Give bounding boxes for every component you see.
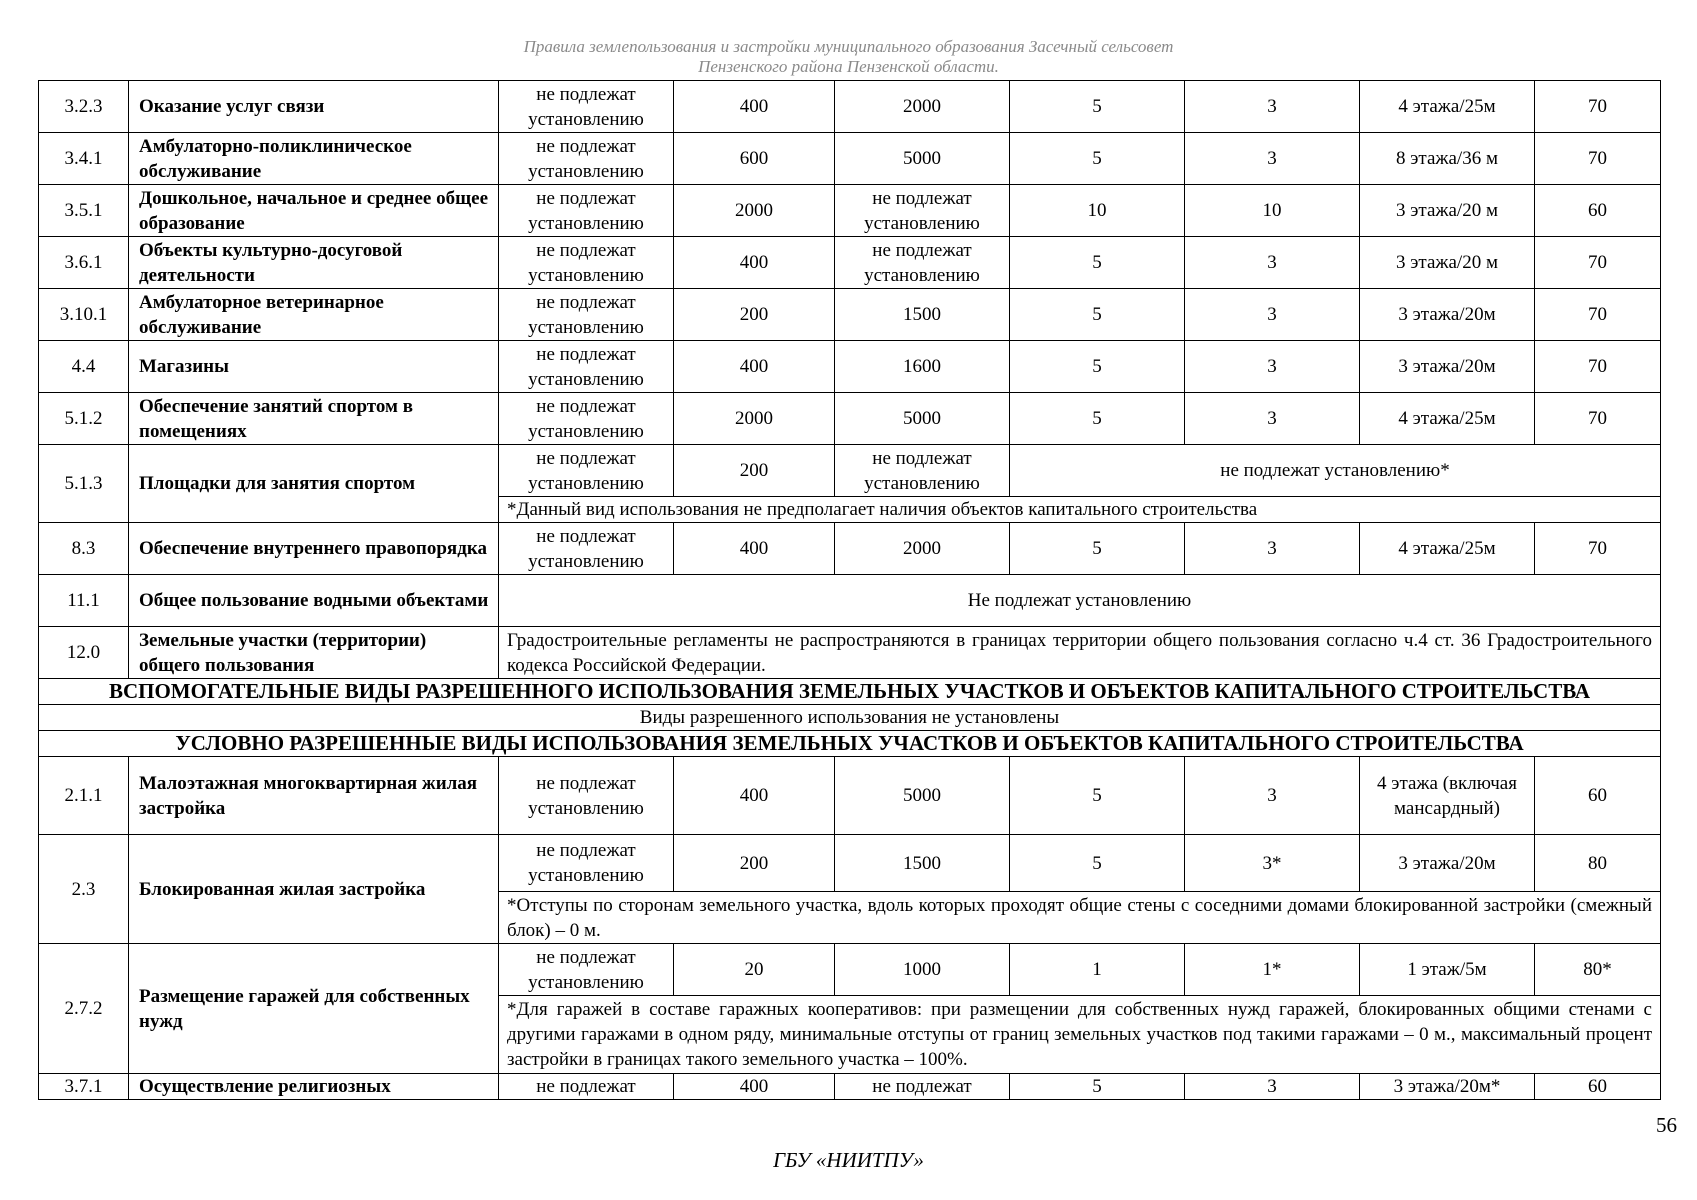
running-header-line1: Правила землепользования и застройки муниципального образования Засечный сельсовет [523, 37, 1174, 56]
use-name-cell: Осуществление религиозных [129, 1074, 499, 1100]
use-name-cell: Магазины [129, 341, 499, 393]
floors-height-cell: 3 этажа/20м* [1360, 1074, 1535, 1100]
front-indent-cell: 10 [1010, 185, 1185, 237]
table-row [39, 237, 1661, 289]
use-name-cell: Амбулаторно-поликлиническое обслуживание [129, 133, 499, 185]
table-row [39, 445, 1661, 497]
max-area-cell: не подлежат [835, 1074, 1010, 1100]
min-width-cell: 20 [674, 944, 835, 996]
table-row [39, 1074, 1661, 1100]
coverage-cell: 80* [1535, 944, 1661, 996]
table-row [39, 81, 1661, 133]
footnote-cell: *Для гаражей в составе гаражных кооперативов: при размещении для собственных нужд гаражей, блокированных общими стенами с другими гаражами в одном ряду, минимальные отступы от границ земельных участков под такими гаражами – 0 м., максимальный процент застройки в границах такого земельного участка – 100%. [499, 996, 1661, 1074]
floors-height-cell: 1 этаж/5м [1360, 944, 1535, 996]
max-area-cell: не подлежат установлению [835, 445, 1010, 497]
floors-height-cell: 3 этажа/20м [1360, 835, 1535, 892]
table-row [39, 575, 1661, 627]
max-area-cell: не подлежат установлению [835, 237, 1010, 289]
code-cell: 3.10.1 [39, 289, 129, 341]
coverage-cell: 60 [1535, 757, 1661, 835]
min-width-cell: 200 [674, 289, 835, 341]
regulation-note-cell: Градостроительные регламенты не распространяются в границах территории общего пользования согласно ч.4 ст. 36 Градостроительного кодекса Российской Федерации. [499, 627, 1661, 679]
min-area-cell: не подлежат установлению [499, 81, 674, 133]
table-row [39, 627, 1661, 679]
min-width-cell: 400 [674, 237, 835, 289]
table-row [39, 944, 1661, 996]
front-indent-cell: 5 [1010, 289, 1185, 341]
use-name-cell: Земельные участки (территории) общего пользования [129, 627, 499, 679]
use-name-cell: Объекты культурно-досуговой деятельности [129, 237, 499, 289]
table-row [39, 133, 1661, 185]
footnote-cell: *Данный вид использования не предполагает наличия объектов капитального строительства [499, 497, 1661, 523]
footer-organization: ГБУ «НИИТПУ» [773, 1148, 924, 1172]
code-cell: 8.3 [39, 523, 129, 575]
min-area-cell: не подлежат установлению [499, 341, 674, 393]
min-area-cell: не подлежат установлению [499, 289, 674, 341]
code-cell: 5.1.3 [39, 445, 129, 523]
use-name-cell: Размещение гаражей для собственных нужд [129, 944, 499, 1074]
min-width-cell: 400 [674, 341, 835, 393]
max-area-cell: 1500 [835, 289, 1010, 341]
regulations-table [38, 80, 1661, 1100]
floors-height-cell: 3 этажа/20м [1360, 341, 1535, 393]
max-area-cell: 1000 [835, 944, 1010, 996]
code-cell: 2.3 [39, 835, 129, 944]
front-indent-cell: 5 [1010, 523, 1185, 575]
page-number: 56 [1656, 1113, 1677, 1137]
table-row [39, 523, 1661, 575]
front-indent-cell: 5 [1010, 341, 1185, 393]
merged-params-cell: Не подлежат установлению [499, 575, 1661, 627]
coverage-cell: 60 [1535, 1074, 1661, 1100]
min-width-cell: 400 [674, 523, 835, 575]
floors-height-cell: 3 этажа/20м [1360, 289, 1535, 341]
coverage-cell: 70 [1535, 341, 1661, 393]
front-indent-cell: 5 [1010, 133, 1185, 185]
code-cell: 4.4 [39, 341, 129, 393]
coverage-cell: 80 [1535, 835, 1661, 892]
side-indent-cell: 10 [1185, 185, 1360, 237]
floors-height-cell: 4 этажа/25м [1360, 81, 1535, 133]
use-name-cell: Малоэтажная многоквартирная жилая застройка [129, 757, 499, 835]
front-indent-cell: 1 [1010, 944, 1185, 996]
table-row [39, 757, 1661, 835]
coverage-cell: 70 [1535, 289, 1661, 341]
max-area-cell: 1600 [835, 341, 1010, 393]
code-cell: 3.7.1 [39, 1074, 129, 1100]
min-width-cell: 600 [674, 133, 835, 185]
side-indent-cell: 3 [1185, 133, 1360, 185]
section-header-row [39, 731, 1661, 757]
side-indent-cell: 3 [1185, 393, 1360, 445]
section-title-conditional: УСЛОВНО РАЗРЕШЕННЫЕ ВИДЫ ИСПОЛЬЗОВАНИЯ ЗЕМЕЛЬНЫХ УЧАСТКОВ И ОБЪЕКТОВ КАПИТАЛЬНОГО СТРОИТЕЛЬСТВА [39, 731, 1661, 757]
side-indent-cell: 3 [1185, 1074, 1360, 1100]
side-indent-cell: 3* [1185, 835, 1360, 892]
code-cell: 12.0 [39, 627, 129, 679]
floors-height-cell: 3 этажа/20 м [1360, 237, 1535, 289]
coverage-cell: 70 [1535, 133, 1661, 185]
max-area-cell: не подлежат установлению [835, 185, 1010, 237]
min-area-cell: не подлежат установлению [499, 445, 674, 497]
max-area-cell: 2000 [835, 81, 1010, 133]
side-indent-cell: 3 [1185, 523, 1360, 575]
footnote-cell: *Отступы по сторонам земельного участка, вдоль которых проходят общие стены с соседними домами блокированной застройки (смежный блок) – 0 м. [499, 892, 1661, 944]
min-area-cell: не подлежат установлению [499, 835, 674, 892]
front-indent-cell: 5 [1010, 81, 1185, 133]
section-header-row [39, 679, 1661, 705]
max-area-cell: 5000 [835, 133, 1010, 185]
use-name-cell: Амбулаторное ветеринарное обслуживание [129, 289, 499, 341]
code-cell: 2.7.2 [39, 944, 129, 1074]
coverage-cell: 70 [1535, 81, 1661, 133]
min-area-cell: не подлежат установлению [499, 237, 674, 289]
floors-height-cell: 4 этажа (включая мансардный) [1360, 757, 1535, 835]
code-cell: 3.5.1 [39, 185, 129, 237]
use-name-cell: Обеспечение внутреннего правопорядка [129, 523, 499, 575]
table-row [39, 289, 1661, 341]
table-row [39, 185, 1661, 237]
coverage-cell: 70 [1535, 523, 1661, 575]
max-area-cell: 1500 [835, 835, 1010, 892]
min-area-cell: не подлежат установлению [499, 523, 674, 575]
front-indent-cell: 5 [1010, 1074, 1185, 1100]
min-width-cell: 400 [674, 757, 835, 835]
coverage-cell: 70 [1535, 393, 1661, 445]
min-area-cell: не подлежат установлению [499, 185, 674, 237]
code-cell: 3.6.1 [39, 237, 129, 289]
floors-height-cell: 8 этажа/36 м [1360, 133, 1535, 185]
min-width-cell: 2000 [674, 393, 835, 445]
merged-params-cell: не подлежат установлению* [1010, 445, 1661, 497]
side-indent-cell: 3 [1185, 237, 1360, 289]
side-indent-cell: 3 [1185, 341, 1360, 393]
min-width-cell: 2000 [674, 185, 835, 237]
front-indent-cell: 5 [1010, 757, 1185, 835]
min-width-cell: 200 [674, 445, 835, 497]
max-area-cell: 5000 [835, 757, 1010, 835]
floors-height-cell: 3 этажа/20 м [1360, 185, 1535, 237]
code-cell: 11.1 [39, 575, 129, 627]
min-area-cell: не подлежат установлению [499, 393, 674, 445]
table-row [39, 393, 1661, 445]
front-indent-cell: 5 [1010, 835, 1185, 892]
code-cell: 3.2.3 [39, 81, 129, 133]
use-name-cell: Обеспечение занятий спортом в помещениях [129, 393, 499, 445]
floors-height-cell: 4 этажа/25м [1360, 523, 1535, 575]
use-name-cell: Общее пользование водными объектами [129, 575, 499, 627]
use-name-cell: Площадки для занятия спортом [129, 445, 499, 523]
coverage-cell: 70 [1535, 237, 1661, 289]
min-area-cell: не подлежат установлению [499, 133, 674, 185]
max-area-cell: 5000 [835, 393, 1010, 445]
side-indent-cell: 3 [1185, 289, 1360, 341]
max-area-cell: 2000 [835, 523, 1010, 575]
coverage-cell: 60 [1535, 185, 1661, 237]
code-cell: 5.1.2 [39, 393, 129, 445]
running-header-line2: Пензенского района Пензенской области. [698, 57, 999, 76]
code-cell: 2.1.1 [39, 757, 129, 835]
section-text-row [39, 705, 1661, 731]
min-width-cell: 400 [674, 81, 835, 133]
floors-height-cell: 4 этажа/25м [1360, 393, 1535, 445]
front-indent-cell: 5 [1010, 237, 1185, 289]
min-width-cell: 200 [674, 835, 835, 892]
min-area-cell: не подлежат установлению [499, 757, 674, 835]
side-indent-cell: 3 [1185, 81, 1360, 133]
code-cell: 3.4.1 [39, 133, 129, 185]
min-width-cell: 400 [674, 1074, 835, 1100]
section-title-auxiliary: ВСПОМОГАТЕЛЬНЫЕ ВИДЫ РАЗРЕШЕННОГО ИСПОЛЬЗОВАНИЯ ЗЕМЕЛЬНЫХ УЧАСТКОВ И ОБЪЕКТОВ КАПИТАЛЬНОГО СТРОИТЕЛЬСТВА [39, 679, 1661, 705]
use-name-cell: Дошкольное, начальное и среднее общее образование [129, 185, 499, 237]
min-area-cell: не подлежат [499, 1074, 674, 1100]
use-name-cell: Оказание услуг связи [129, 81, 499, 133]
section-text-auxiliary: Виды разрешенного использования не установлены [39, 705, 1661, 731]
table-row [39, 341, 1661, 393]
front-indent-cell: 5 [1010, 393, 1185, 445]
table-row [39, 835, 1661, 892]
min-area-cell: не подлежат установлению [499, 944, 674, 996]
use-name-cell: Блокированная жилая застройка [129, 835, 499, 944]
side-indent-cell: 1* [1185, 944, 1360, 996]
side-indent-cell: 3 [1185, 757, 1360, 835]
